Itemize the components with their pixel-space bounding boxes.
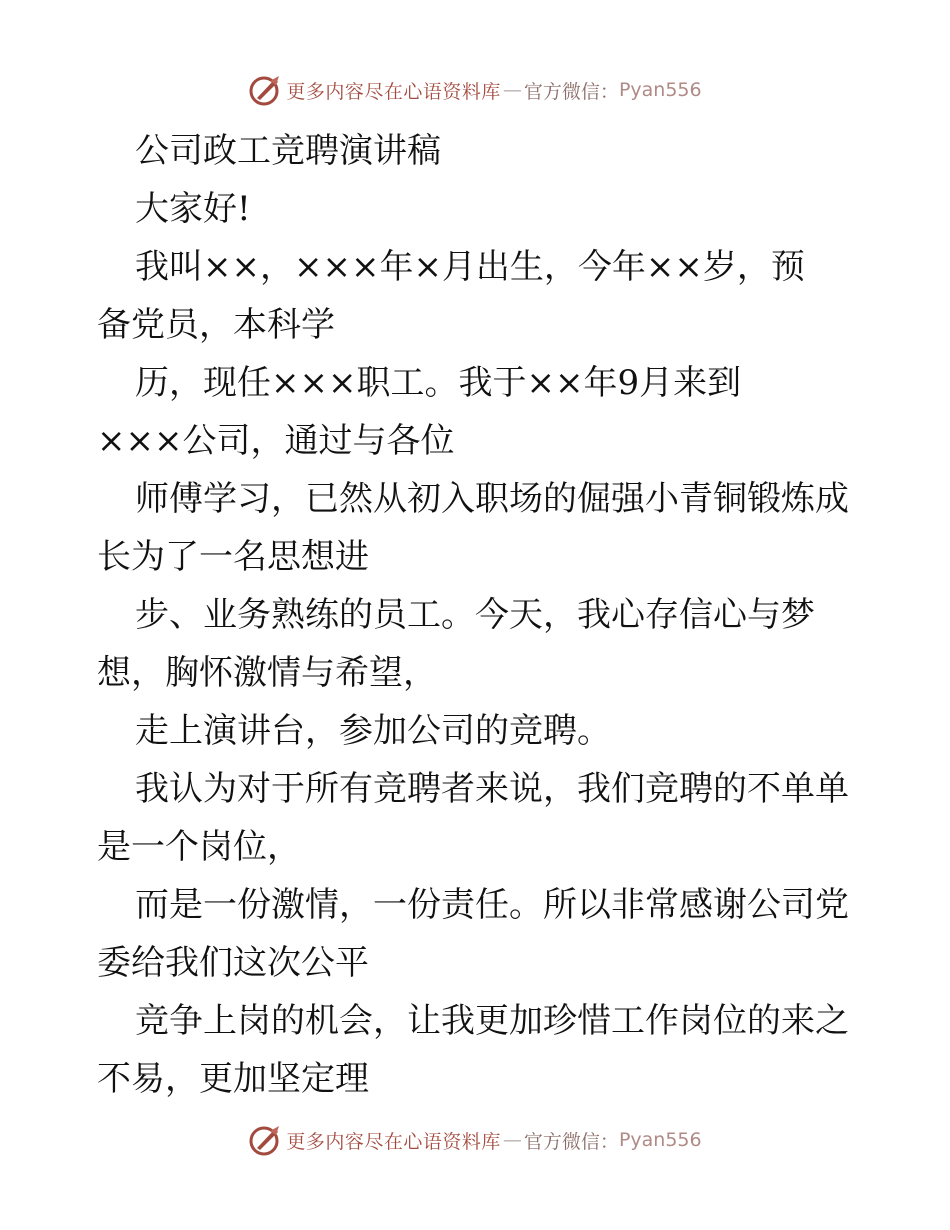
paragraph-line: 大家好! [135,189,251,229]
paragraph-line: 走上演讲台，参加公司的竞聘。 [135,711,611,751]
paragraph-line: 竞争上岗的机会，让我更加珍惜工作岗位的来之 [135,1001,849,1041]
paragraph-line: 而是一份激情，一份责任。所以非常感谢公司党 [135,885,849,925]
banner-wechat-label: 官方微信： [523,1130,619,1153]
footer-banner [0,1120,950,1160]
paragraph-line: 我叫××，×××年×月出生，今年××岁，预 [135,247,805,287]
banner-wechat-label: 官方微信： [523,80,619,103]
paragraph-line: 师傅学习，已然从初入职场的倔强小青铜锻炼成 [135,479,849,519]
paragraph-line: 我认为对于所有竞聘者来说，我们竞聘的不单单 [135,769,849,809]
document-body [97,122,857,1108]
header-banner [0,70,950,110]
paragraph-line: 步、业务熟练的员工。今天，我心存信心与梦 [135,595,815,635]
paragraph-line: ×××公司，通过与各位 [97,421,455,461]
banner-wechat-id: Pyan556 [618,79,702,101]
paragraph-line: 不易，更加坚定理 [97,1059,369,1099]
banner-wechat-id: Pyan556 [618,1129,702,1151]
banner-dash: — [502,1129,522,1151]
document-title: 公司政工竞聘演讲稿 [135,131,441,171]
paragraph-line: 历，现任×××职工。我于××年9月来到 [135,363,742,403]
paragraph-line: 长为了一名思想进 [97,537,369,577]
quill-logo-icon [248,1123,282,1157]
paragraph-line: 是一个岗位， [97,827,301,867]
paragraph-line: 备党员，本科学 [97,305,335,345]
banner-text: 更多内容尽在心语资料库 [286,80,501,103]
quill-logo-icon [248,73,282,107]
paragraph-line: 想，胸怀激情与希望， [97,653,437,693]
paragraph-line: 委给我们这次公平 [97,943,369,983]
banner-dash: — [502,79,522,101]
banner-text: 更多内容尽在心语资料库 [286,1130,501,1153]
